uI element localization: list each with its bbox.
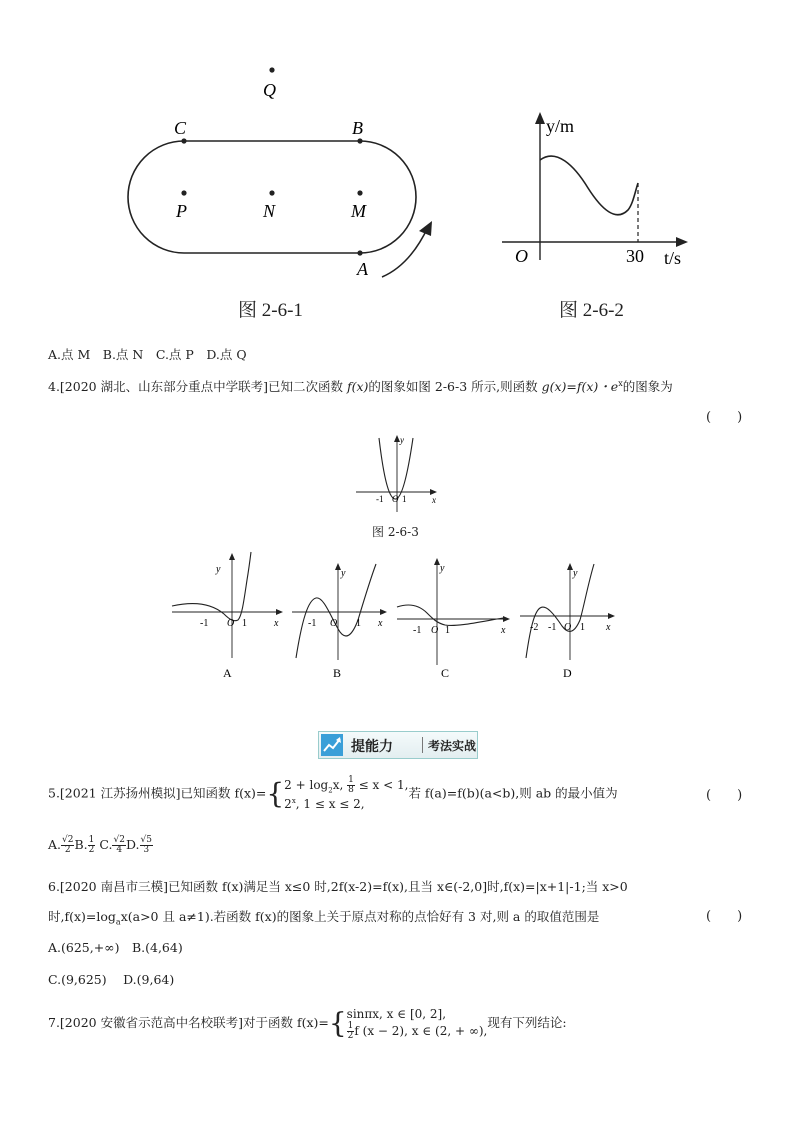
q6-options-cd: C.(9,625) D.(9,64) xyxy=(48,972,175,987)
point-c xyxy=(181,138,186,143)
svg-text:x: x xyxy=(274,618,279,629)
option-c-label: C xyxy=(441,666,450,680)
curve xyxy=(540,156,638,215)
caption-2-6-3: 图 2-6-3 xyxy=(372,525,419,539)
option-a-label: A xyxy=(223,666,232,680)
svg-text:y: y xyxy=(573,568,578,579)
svg-text:O: O xyxy=(564,622,572,633)
origin-label: O xyxy=(515,246,528,266)
q3-options: A.点 M B.点 N C.点 P D.点 Q xyxy=(48,347,247,362)
svg-text:-1: -1 xyxy=(376,494,384,504)
q6-answer-paren: ( ) xyxy=(706,909,743,924)
badge-subtitle: 考法实战 xyxy=(428,739,477,753)
svg-text:x: x xyxy=(501,625,506,636)
option-b-graph xyxy=(290,560,390,680)
label-q: Q xyxy=(263,80,276,100)
svg-text:x: x xyxy=(378,618,383,629)
svg-text:O: O xyxy=(431,625,439,636)
q4-answer-paren: ( ) xyxy=(706,410,743,425)
svg-text:x: x xyxy=(606,622,611,633)
svg-text:y: y xyxy=(400,435,404,445)
svg-text:y: y xyxy=(440,563,445,574)
svg-text:-2: -2 xyxy=(530,622,539,633)
track-outline xyxy=(128,141,416,253)
point-b xyxy=(357,138,362,143)
label-m: M xyxy=(351,201,366,221)
y-axis-label: y/m xyxy=(546,116,575,136)
option-d-label: D xyxy=(563,666,572,680)
q7-stem: 7.[2020 安徽省示范高中名校联考]对于函数 f(x)={ sinπx, x ∈ [0, 2], $\frac{1}{2}$ f (x − 2), x ∈ (2, + ∞), 现有下列结论: xyxy=(48,1006,567,1042)
figure-2-6-3 xyxy=(352,432,442,514)
figure-2-6-2 xyxy=(498,110,698,270)
badge-divider xyxy=(422,737,423,753)
direction-arrow xyxy=(382,227,428,277)
svg-text:-1: -1 xyxy=(548,622,557,633)
section-badge xyxy=(318,731,478,759)
q6-options-ab: A.(625,+∞) B.(4,64) xyxy=(48,940,183,955)
svg-text:1: 1 xyxy=(242,618,247,629)
caption-2-6-1: 图 2-6-1 xyxy=(238,300,303,321)
q6-line2: 时$,f(x)=\log_ax(a>0$ 且 a≠1).若函数 f(x)的图象上关于原点对称的点恰好有 3 对,则 a 的取值范围是 xyxy=(48,909,600,927)
label-p: P xyxy=(176,201,187,221)
option-a-graph xyxy=(170,550,285,680)
q4-stem: 4.[2020 湖北、山东部分重点中学联考]已知二次函数 f(x)的图象如图 2-6-3 所示,则函数 g(x)=f(x)・$e^x$的图象为 xyxy=(48,379,673,395)
svg-text:-1: -1 xyxy=(200,618,209,629)
label-n: N xyxy=(263,201,276,221)
q5-stem: 5.[2021 江苏扬州模拟]已知函数 f(x)={ $2 + \log_2x$, $\frac{1}{8}$ ≤ x < 1, 2$^x$, 1 ≤ x ≤ 2, 若 f(a)=f(b)(a<b),则 ab 的最小值为 xyxy=(48,775,618,811)
q5-answer-paren: ( ) xyxy=(706,788,743,803)
svg-text:-1: -1 xyxy=(308,618,317,629)
label-a: A xyxy=(357,259,368,279)
label-c: C xyxy=(174,118,187,138)
option-c-graph xyxy=(395,555,515,680)
svg-text:1: 1 xyxy=(402,494,407,504)
svg-text:1: 1 xyxy=(445,625,450,636)
badge-title: 提能力 xyxy=(351,739,393,755)
svg-text:y: y xyxy=(216,564,221,575)
svg-text:O: O xyxy=(227,618,235,629)
point-q xyxy=(269,67,274,72)
svg-text:y: y xyxy=(341,568,346,579)
option-d-graph xyxy=(518,560,618,680)
chart-icon xyxy=(321,734,343,756)
q5-options: A. $\frac{√2}{2}$ B. $\frac{1}{2}$ C. $\frac{√2}{4}$ D. $\frac{√5}{3}$ xyxy=(48,835,152,855)
point-a xyxy=(357,250,362,255)
svg-text:-1: -1 xyxy=(413,625,422,636)
point-n xyxy=(269,190,274,195)
arrow-head xyxy=(419,221,432,236)
svg-text:O: O xyxy=(392,494,399,504)
x-axis-label: t/s xyxy=(664,248,682,268)
tick-30: 30 xyxy=(626,246,644,266)
svg-text:1: 1 xyxy=(356,618,361,629)
svg-text:1: 1 xyxy=(580,622,585,633)
label-b: B xyxy=(352,118,363,138)
figure-2-6-1 xyxy=(110,55,450,325)
caption-2-6-2: 图 2-6-2 xyxy=(559,300,624,321)
point-m xyxy=(357,190,362,195)
point-p xyxy=(181,190,186,195)
option-b-label: B xyxy=(333,666,342,680)
svg-text:O: O xyxy=(330,618,338,629)
svg-text:x: x xyxy=(432,495,436,505)
q6-line1: 6.[2020 南昌市三模]已知函数 f(x)满足当 x≤0 时,2f(x-2)=f(x),且当 x∈(-2,0]时,f(x)=|x+1|-1;当 x>0 xyxy=(48,879,628,894)
